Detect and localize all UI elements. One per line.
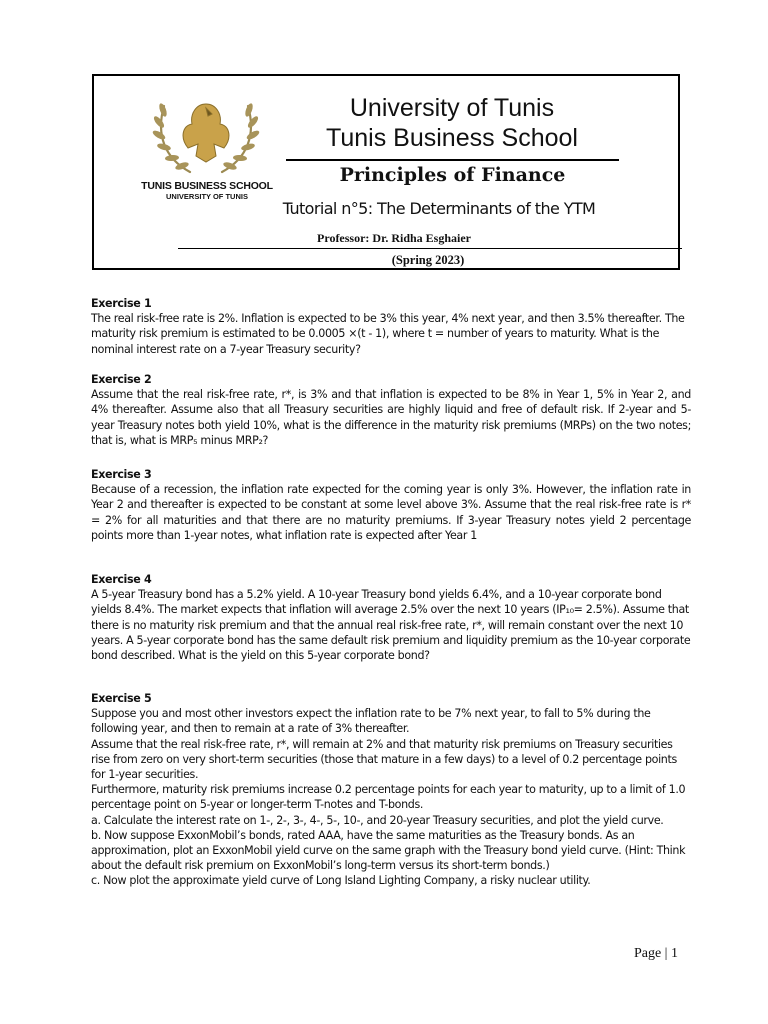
exercise-text: Assume that the real risk-free rate, r*, will remain at 2% and that maturity risk premiums on Treasury securities rise from zero on very short-term securities (those that mature in a few days) to a level of 0.2 percentage points for 1-year securities. bbox=[91, 737, 677, 782]
exercise-title: Exercise 2 bbox=[91, 373, 152, 386]
exercise-text: The real risk-free rate is 2%. Inflation is expected to be 3% this year, 4% next year, and then 3.5% thereafter. The maturity risk premium is estimated to be 0.0005 ×(t - 1), where t = number of years to maturity. What is the nominal interest rate on a 7-year Treasury security? bbox=[91, 312, 685, 356]
divider bbox=[178, 248, 682, 249]
exercise-text: Suppose you and most other investors expect the inflation rate to be 7% next year, to fall to 5% during the following year, and then to remain at a rate of 3% thereafter. bbox=[91, 707, 651, 736]
divider bbox=[286, 159, 619, 161]
exercise-text: a. Calculate the interest rate on 1-, 2-, 3-, 4-, 5-, 10-, and 20-year Treasury securities, and plot the yield curve. bbox=[91, 813, 664, 827]
exercise-text: A 5-year Treasury bond has a 5.2% yield. A 10-year Treasury bond yields 6.4%, and a 10-year corporate bond yields 8.4%. The market expects that inflation will average 2.5% over the next 10 years (IP₁₀= 2.5%). Assume that there is no maturity risk premium and that the annual real risk-free rate, r*, will remain constant over the next 10 years. A 5-year corporate bond has the same default risk premium and liquidity premium as the 10-year corporate bond described. What is the yield on this 5-year corporate bond? bbox=[91, 588, 691, 663]
exercise-text: Assume that the real risk-free rate, r*, is 3% and that inflation is expected to be 8% in Year 1, 5% in Year 2, and 4% thereafter. Assume also that all Treasury securities are highly liquid and free of default risk. If 2-year and 5-year Treasury notes both yield 10%, what is the difference in the maturity risk premiums (MRPs) on the two notes; that is, what is MRP₅ minus MRP₂? bbox=[91, 388, 691, 447]
university-title: University of Tunis bbox=[349, 94, 555, 122]
page-number: Page | 1 bbox=[633, 946, 678, 961]
exercise-text: b. Now suppose ExxonMobil’s bonds, rated AAA, have the same maturities as the Treasury bonds. As an approximation, plot an ExxonMobil yield curve on the same graph with the Treasury bond yield curve. (Hint: Think about the default risk premium on ExxonMobil’s long-term versus its short-term bonds.) bbox=[91, 828, 686, 873]
course-title: Principles of Finance bbox=[339, 164, 566, 186]
exercise-title: Exercise 3 bbox=[91, 468, 152, 481]
exercise-title: Exercise 4 bbox=[91, 573, 152, 586]
exercise-4 bbox=[91, 572, 691, 663]
school-title: Tunis Business School bbox=[326, 124, 578, 152]
tutorial-title: Tutorial n°5: The Determinants of the YTM bbox=[282, 199, 596, 218]
exercise-text: Furthermore, maturity risk premiums increase 0.2 percentage points for each year to maturity, up to a limit of 1.0 percentage point on 5-year or longer-term T-notes and T-bonds. bbox=[91, 783, 686, 812]
exercise-text: c. Now plot the approximate yield curve of Long Island Lighting Company, a risky nuclear utility. bbox=[91, 874, 591, 888]
logo-school-text: TUNIS BUSINESS SCHOOL bbox=[141, 180, 273, 192]
logo-university-text: UNIVERSITY OF TUNIS bbox=[166, 192, 248, 201]
exercise-2 bbox=[91, 372, 691, 448]
exercise-text: Because of a recession, the inflation rate expected for the coming year is only 3%. However, the inflation rate in Year 2 and thereafter is expected to be constant at some level above 3%. Assume that the real risk-free rate is r* = 2% for all maturities and that there are no maturity premiums. If 3-year Treasury notes yield 2 percentage points more than 1-year notes, what inflation rate is expected after Year 1 bbox=[91, 483, 691, 542]
title-block bbox=[92, 74, 680, 270]
school-logo bbox=[138, 86, 274, 216]
exercise-title: Exercise 5 bbox=[91, 692, 152, 705]
professor-name: Professor: Dr. Ridha Esghaier bbox=[317, 231, 471, 245]
term-label: (Spring 2023) bbox=[391, 253, 465, 267]
laurel-eagle-emblem bbox=[150, 86, 262, 180]
exercise-title: Exercise 1 bbox=[91, 297, 152, 310]
exercise-3 bbox=[91, 467, 691, 543]
exercise-1 bbox=[91, 296, 691, 357]
exercise-5 bbox=[91, 691, 691, 889]
